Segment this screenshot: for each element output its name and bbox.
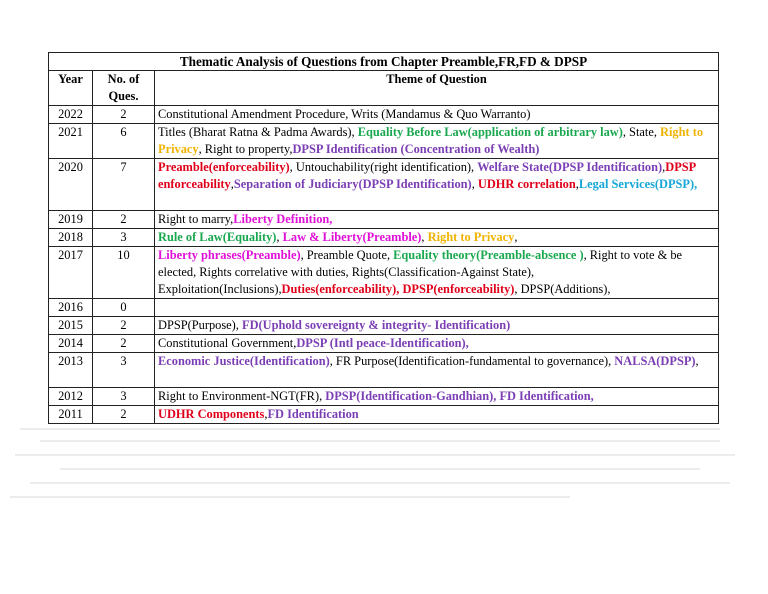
theme-segment: , xyxy=(575,177,579,191)
table-row xyxy=(49,317,719,335)
theme-segment: DPSP(Purpose), xyxy=(158,318,242,332)
row-question-count: 2 xyxy=(93,211,155,229)
row-question-count: 3 xyxy=(93,388,155,406)
row-year: 2020 xyxy=(49,159,93,211)
theme-segment: , Preamble Quote, xyxy=(300,248,394,262)
theme-segment: Constitutional Government, xyxy=(158,336,297,350)
row-theme xyxy=(155,388,719,406)
theme-segment: , xyxy=(276,230,283,244)
theme-segment: FD Identification xyxy=(267,407,359,421)
header-row xyxy=(49,71,719,106)
row-question-count: 2 xyxy=(93,406,155,424)
row-year: 2021 xyxy=(49,124,93,159)
row-year: 2019 xyxy=(49,211,93,229)
row-year: 2013 xyxy=(49,353,93,388)
table-row xyxy=(49,211,719,229)
theme-segment: , xyxy=(514,230,518,244)
theme-segment: , Right to vote & be elected, Rights correlative with duties, Rights(Classification-Against State), Exploitation(Inclusions), xyxy=(158,248,683,296)
theme-segment: Equality theory(Preamble-absence ) xyxy=(393,248,584,262)
theme-segment: Economic Justice(Identification) xyxy=(158,354,330,368)
theme-segment: , Untouchability(right identification), xyxy=(289,160,478,174)
row-question-count: 10 xyxy=(93,247,155,299)
faded-line xyxy=(60,468,700,470)
row-theme xyxy=(155,229,719,247)
header-year: Year xyxy=(49,71,93,106)
row-question-count: 3 xyxy=(93,353,155,388)
row-theme xyxy=(155,159,719,211)
row-question-count: 2 xyxy=(93,106,155,124)
table-row xyxy=(49,299,719,317)
theme-segment: UDHR correlation xyxy=(477,177,576,191)
table-row xyxy=(49,353,719,388)
theme-segment: DPSP enforceability xyxy=(158,160,696,191)
theme-segment: , xyxy=(662,160,666,174)
faded-line xyxy=(20,428,720,430)
table-row xyxy=(49,335,719,353)
row-question-count: 2 xyxy=(93,335,155,353)
table-title: Thematic Analysis of Questions from Chapter Preamble,FR,FD & DPSP xyxy=(49,53,719,71)
table-row xyxy=(49,247,719,299)
theme-segment: Separation of Judiciary(DPSP Identification) xyxy=(233,177,472,191)
theme-segment: Constitutional Amendment Procedure, Writs (Mandamus & Quo Warranto) xyxy=(158,107,531,121)
faded-line xyxy=(40,440,720,442)
row-year: 2014 xyxy=(49,335,93,353)
row-theme xyxy=(155,335,719,353)
theme-segment: Titles (Bharat Ratna & Padma Awards), xyxy=(158,125,358,139)
theme-segment: , xyxy=(695,354,699,368)
row-year: 2016 xyxy=(49,299,93,317)
header-count: No. of Ques. xyxy=(93,71,155,106)
faded-line xyxy=(10,496,570,498)
theme-segment: Preamble(enforceability) xyxy=(158,160,290,174)
row-theme xyxy=(155,124,719,159)
table-row xyxy=(49,388,719,406)
theme-segment: , State, xyxy=(622,125,661,139)
row-theme xyxy=(155,299,719,317)
theme-segment: Equality Before Law(application of arbitrary law) xyxy=(357,125,623,139)
row-theme xyxy=(155,353,719,388)
theme-segment: DPSP(Identification-Gandhian), FD Identification, xyxy=(325,389,594,403)
theme-segment: Liberty Definition, xyxy=(233,212,333,226)
theme-segment: Right to Environment-NGT(FR), xyxy=(158,389,326,403)
theme-segment: , xyxy=(421,230,428,244)
row-year: 2018 xyxy=(49,229,93,247)
table-row xyxy=(49,229,719,247)
row-year: 2012 xyxy=(49,388,93,406)
theme-segment: , xyxy=(471,177,478,191)
theme-segment: Liberty phrases(Preamble) xyxy=(158,248,301,262)
theme-segment: Duties(enforceability), DPSP(enforceability) xyxy=(281,282,515,296)
theme-segment: , xyxy=(264,407,268,421)
table-row xyxy=(49,124,719,159)
theme-segment: DPSP (Intl peace-Identification), xyxy=(296,336,469,350)
thematic-analysis-table xyxy=(48,52,719,424)
row-theme xyxy=(155,317,719,335)
theme-segment: , Right to property, xyxy=(198,142,293,156)
row-theme xyxy=(155,247,719,299)
theme-segment: NALSA(DPSP) xyxy=(614,354,696,368)
faded-background-text xyxy=(0,418,768,518)
theme-segment: FD(Uphold sovereignty & integrity- Identification) xyxy=(242,318,511,332)
table-body xyxy=(49,106,719,424)
theme-segment: UDHR Components xyxy=(158,407,265,421)
theme-segment: DPSP Identification (Concentration of Wealth) xyxy=(292,142,540,156)
theme-segment: , xyxy=(230,177,234,191)
row-question-count: 3 xyxy=(93,229,155,247)
table-row xyxy=(49,106,719,124)
row-year: 2022 xyxy=(49,106,93,124)
row-question-count: 6 xyxy=(93,124,155,159)
header-theme: Theme of Question xyxy=(155,71,719,106)
theme-segment: Law & Liberty(Preamble) xyxy=(282,230,422,244)
row-theme xyxy=(155,106,719,124)
faded-line xyxy=(30,482,730,484)
table-title-row xyxy=(49,53,719,71)
table-row xyxy=(49,159,719,211)
row-year: 2011 xyxy=(49,406,93,424)
theme-segment: Right to Privacy xyxy=(427,230,515,244)
theme-segment: Right to marry, xyxy=(158,212,234,226)
row-question-count: 7 xyxy=(93,159,155,211)
theme-segment: , DPSP(Additions), xyxy=(514,282,611,296)
row-theme xyxy=(155,211,719,229)
row-year: 2015 xyxy=(49,317,93,335)
faded-line xyxy=(15,454,735,456)
theme-segment: Rule of Law(Equality) xyxy=(158,230,277,244)
theme-segment: , FR Purpose(Identification-fundamental to governance), xyxy=(329,354,615,368)
row-question-count: 2 xyxy=(93,317,155,335)
row-question-count: 0 xyxy=(93,299,155,317)
theme-segment: Welfare State(DPSP Identification) xyxy=(477,160,663,174)
row-year: 2017 xyxy=(49,247,93,299)
theme-segment: Legal Services(DPSP), xyxy=(578,177,698,191)
theme-segment: Right to Privacy xyxy=(158,125,704,156)
